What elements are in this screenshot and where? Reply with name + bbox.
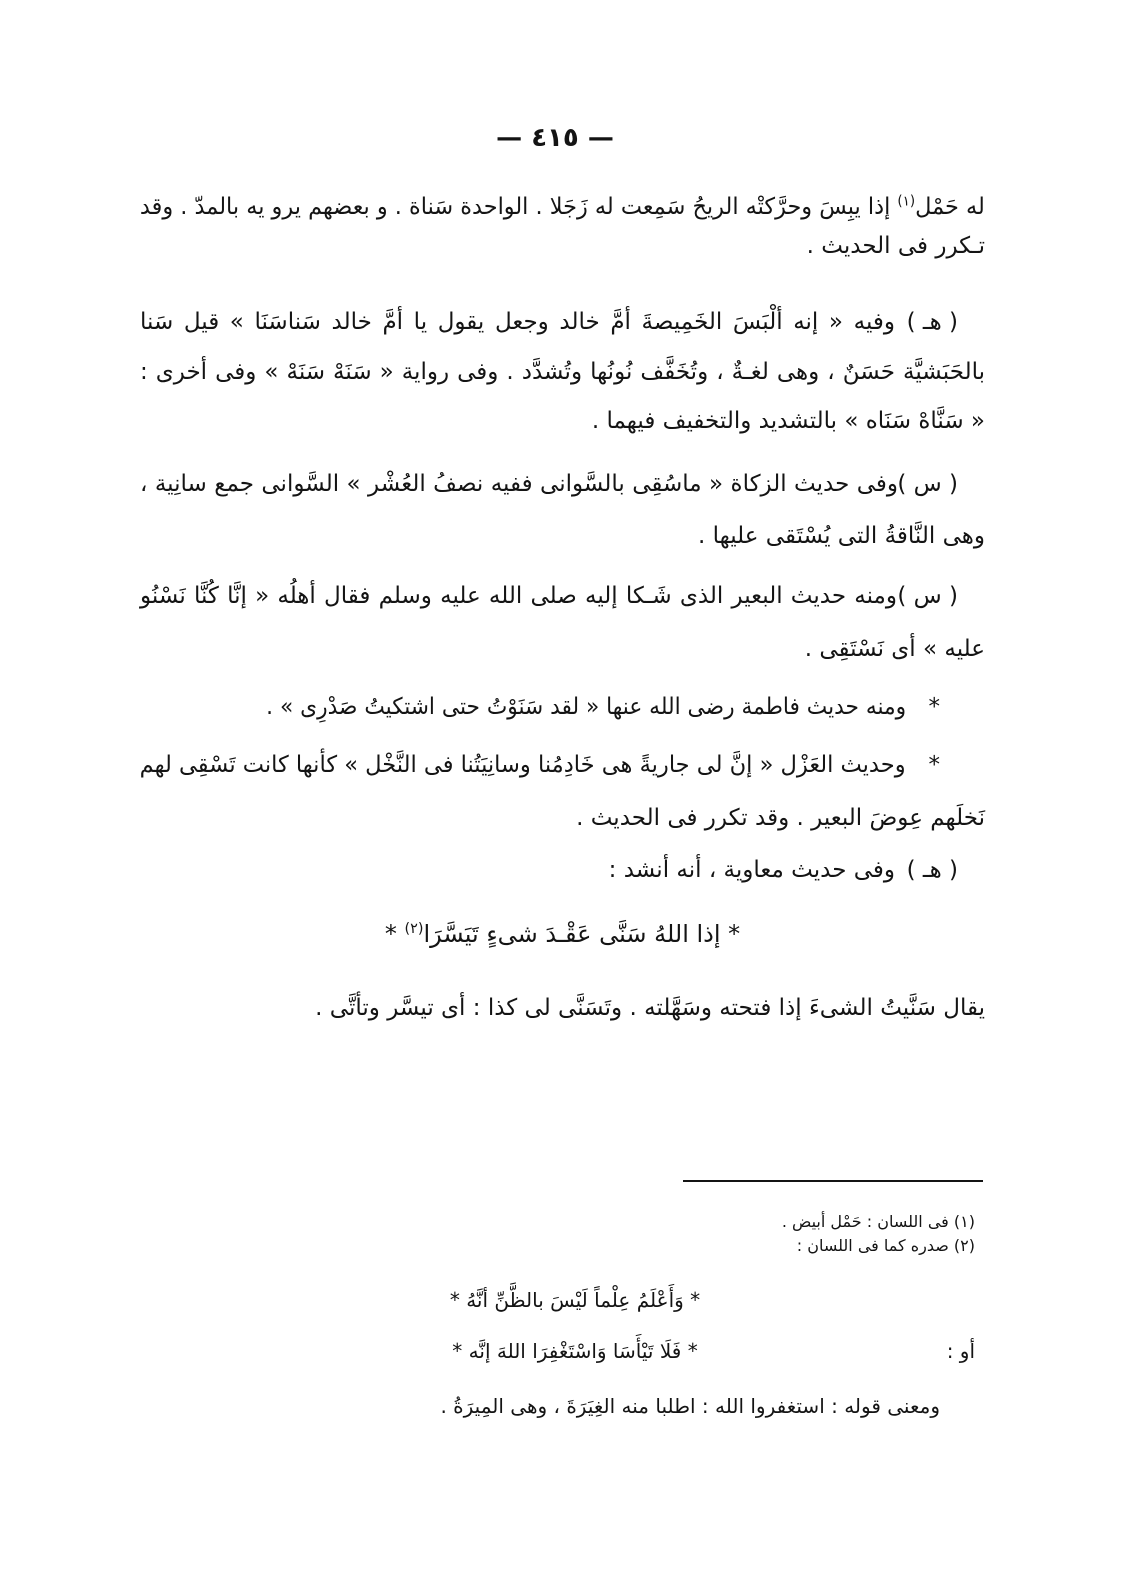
- verse-text: * إذا اللهُ سَنَّى عَقْـدَ شىءٍ تَيَسَّرَا: [423, 920, 741, 948]
- footnote-verse-text: * وَأَعْلَمُ عِلْماً لَيْسَ بالظَّنِّ أنَّهُ *: [449, 1288, 701, 1312]
- entry-marker: ( هـ ): [906, 309, 958, 335]
- footnote-ref: (١): [897, 193, 916, 210]
- entry-marker: ( س ): [897, 471, 958, 497]
- body-text: إذا يبِسَ وحرَّكتْه الريحُ سَمِعت له زَجَلا . الواحدة سَناة . و بعضهم يرو يه بالمدّ . وقد: [140, 194, 898, 220]
- page-number: — ٤١٥ —: [496, 123, 614, 153]
- footnote-explanation: [420, 1389, 940, 1423]
- body-line-text: نَخلَهم عِوضَ البعير . وقد تكرر فى الحديث .: [576, 805, 985, 831]
- or-label: [915, 1334, 975, 1368]
- body-line-text: يقال سَنَّيتُ الشىءَ إذا فتحته وسَهَّلته . وتَسَنَّى لى كذا : أى تيسَّر وتأتَّى .: [315, 995, 985, 1021]
- body-line-text: تـكرر فى الحديث .: [806, 233, 985, 259]
- footnote-note: [475, 1210, 975, 1234]
- body-line: [140, 798, 985, 838]
- body-line: [140, 576, 897, 616]
- body-line-text: ومنه حديث البعير الذى شَـكا إليه صلى الله عليه وسلم فقال أهلُه « إنَّا كُنَّا نَسْنُو: [140, 583, 897, 609]
- body-line-text: وحديث العَزْل « إنَّ لى جاريةً هى خَادِمُنا وسانِيَتُنا فى النَّخْل » كأنها كانت تَسْقِى لهم: [140, 752, 906, 778]
- entry-marker: *: [928, 752, 940, 778]
- body-line: [140, 988, 985, 1028]
- body-line: [140, 187, 985, 227]
- footnote-verse: [300, 1334, 850, 1368]
- body-line: [140, 226, 985, 266]
- body-line: [140, 401, 985, 441]
- quoted-verse-text: [385, 914, 740, 954]
- body-line: [140, 464, 898, 504]
- footnote-explanation-text: ومعنى قوله : استغفروا الله : اطلبا منه الغِيَرَةَ ، وهى المِيرَةُ .: [440, 1394, 940, 1418]
- quoted-verse: [140, 914, 985, 954]
- footnote-verse-text: * فَلَا تَيْأَسَا وَاسْتَغْفِرَا اللهَ إنَّه *: [452, 1339, 698, 1363]
- body-line: [140, 629, 985, 669]
- body-line: [395, 850, 895, 890]
- body-line-text: وفى حديث الزكاة « ماسُقِى بالسَّوانى ففيه نصفُ العُشْر » السَّوانى جمع سانِية ،: [140, 471, 898, 497]
- entry-marker: ( س ): [897, 583, 958, 609]
- body-line: [140, 352, 985, 392]
- footnote-separator: [683, 1180, 983, 1182]
- body-line: [266, 687, 906, 727]
- body-line-text: بالحَبَشيَّة حَسَنٌ ، وهى لغـةٌ ، وتُخَفَّف نُونُها وتُشدَّد . وفى رواية « سَنَهْ سَنَهْ » وفى أخرى :: [140, 359, 985, 385]
- body-line-text: وهى النَّاقةُ التى يُسْتَقى عليها .: [697, 523, 985, 549]
- body-line-text: ومنه حديث فاطمة رضى الله عنها « لقد سَنَوْتُ حتى اشتكيتُ صَدْرِى » .: [266, 694, 906, 720]
- footnote-note: [475, 1234, 975, 1258]
- footnote-note-text: (١) فى اللسان : حَمْل أبيض .: [781, 1212, 975, 1231]
- body-line: [140, 745, 906, 785]
- body-line: [140, 516, 985, 556]
- body-line-text: وفيه « إنه ألْبَسَ الخَمِيصةَ أمَّ خالد وجعل يقول يا أمَّ خالد سَناسَنَا » قيل سَنا: [140, 309, 895, 335]
- footnote-ref: (٢): [404, 921, 424, 937]
- entry-marker: *: [928, 694, 940, 720]
- verse-text: *: [384, 920, 405, 948]
- or-label-text: أو :: [946, 1339, 975, 1363]
- body-line-text: عليه » أى نَسْتَقِى .: [804, 636, 985, 662]
- body-line-text: وفى حديث معاوية ، أنه أنشد :: [608, 857, 895, 883]
- body-line-text: [140, 187, 985, 227]
- entry-marker: ( هـ ): [906, 857, 958, 883]
- body-line-text: « سَنَّاهْ سَنَاه » بالتشديد والتخفيف فيهما .: [591, 408, 985, 434]
- body-line: [140, 302, 895, 342]
- footnote-verse: [300, 1283, 850, 1317]
- footnote-note-text: (٢) صدره كما فى اللسان :: [796, 1236, 975, 1255]
- body-text: له حَمْل: [915, 194, 985, 220]
